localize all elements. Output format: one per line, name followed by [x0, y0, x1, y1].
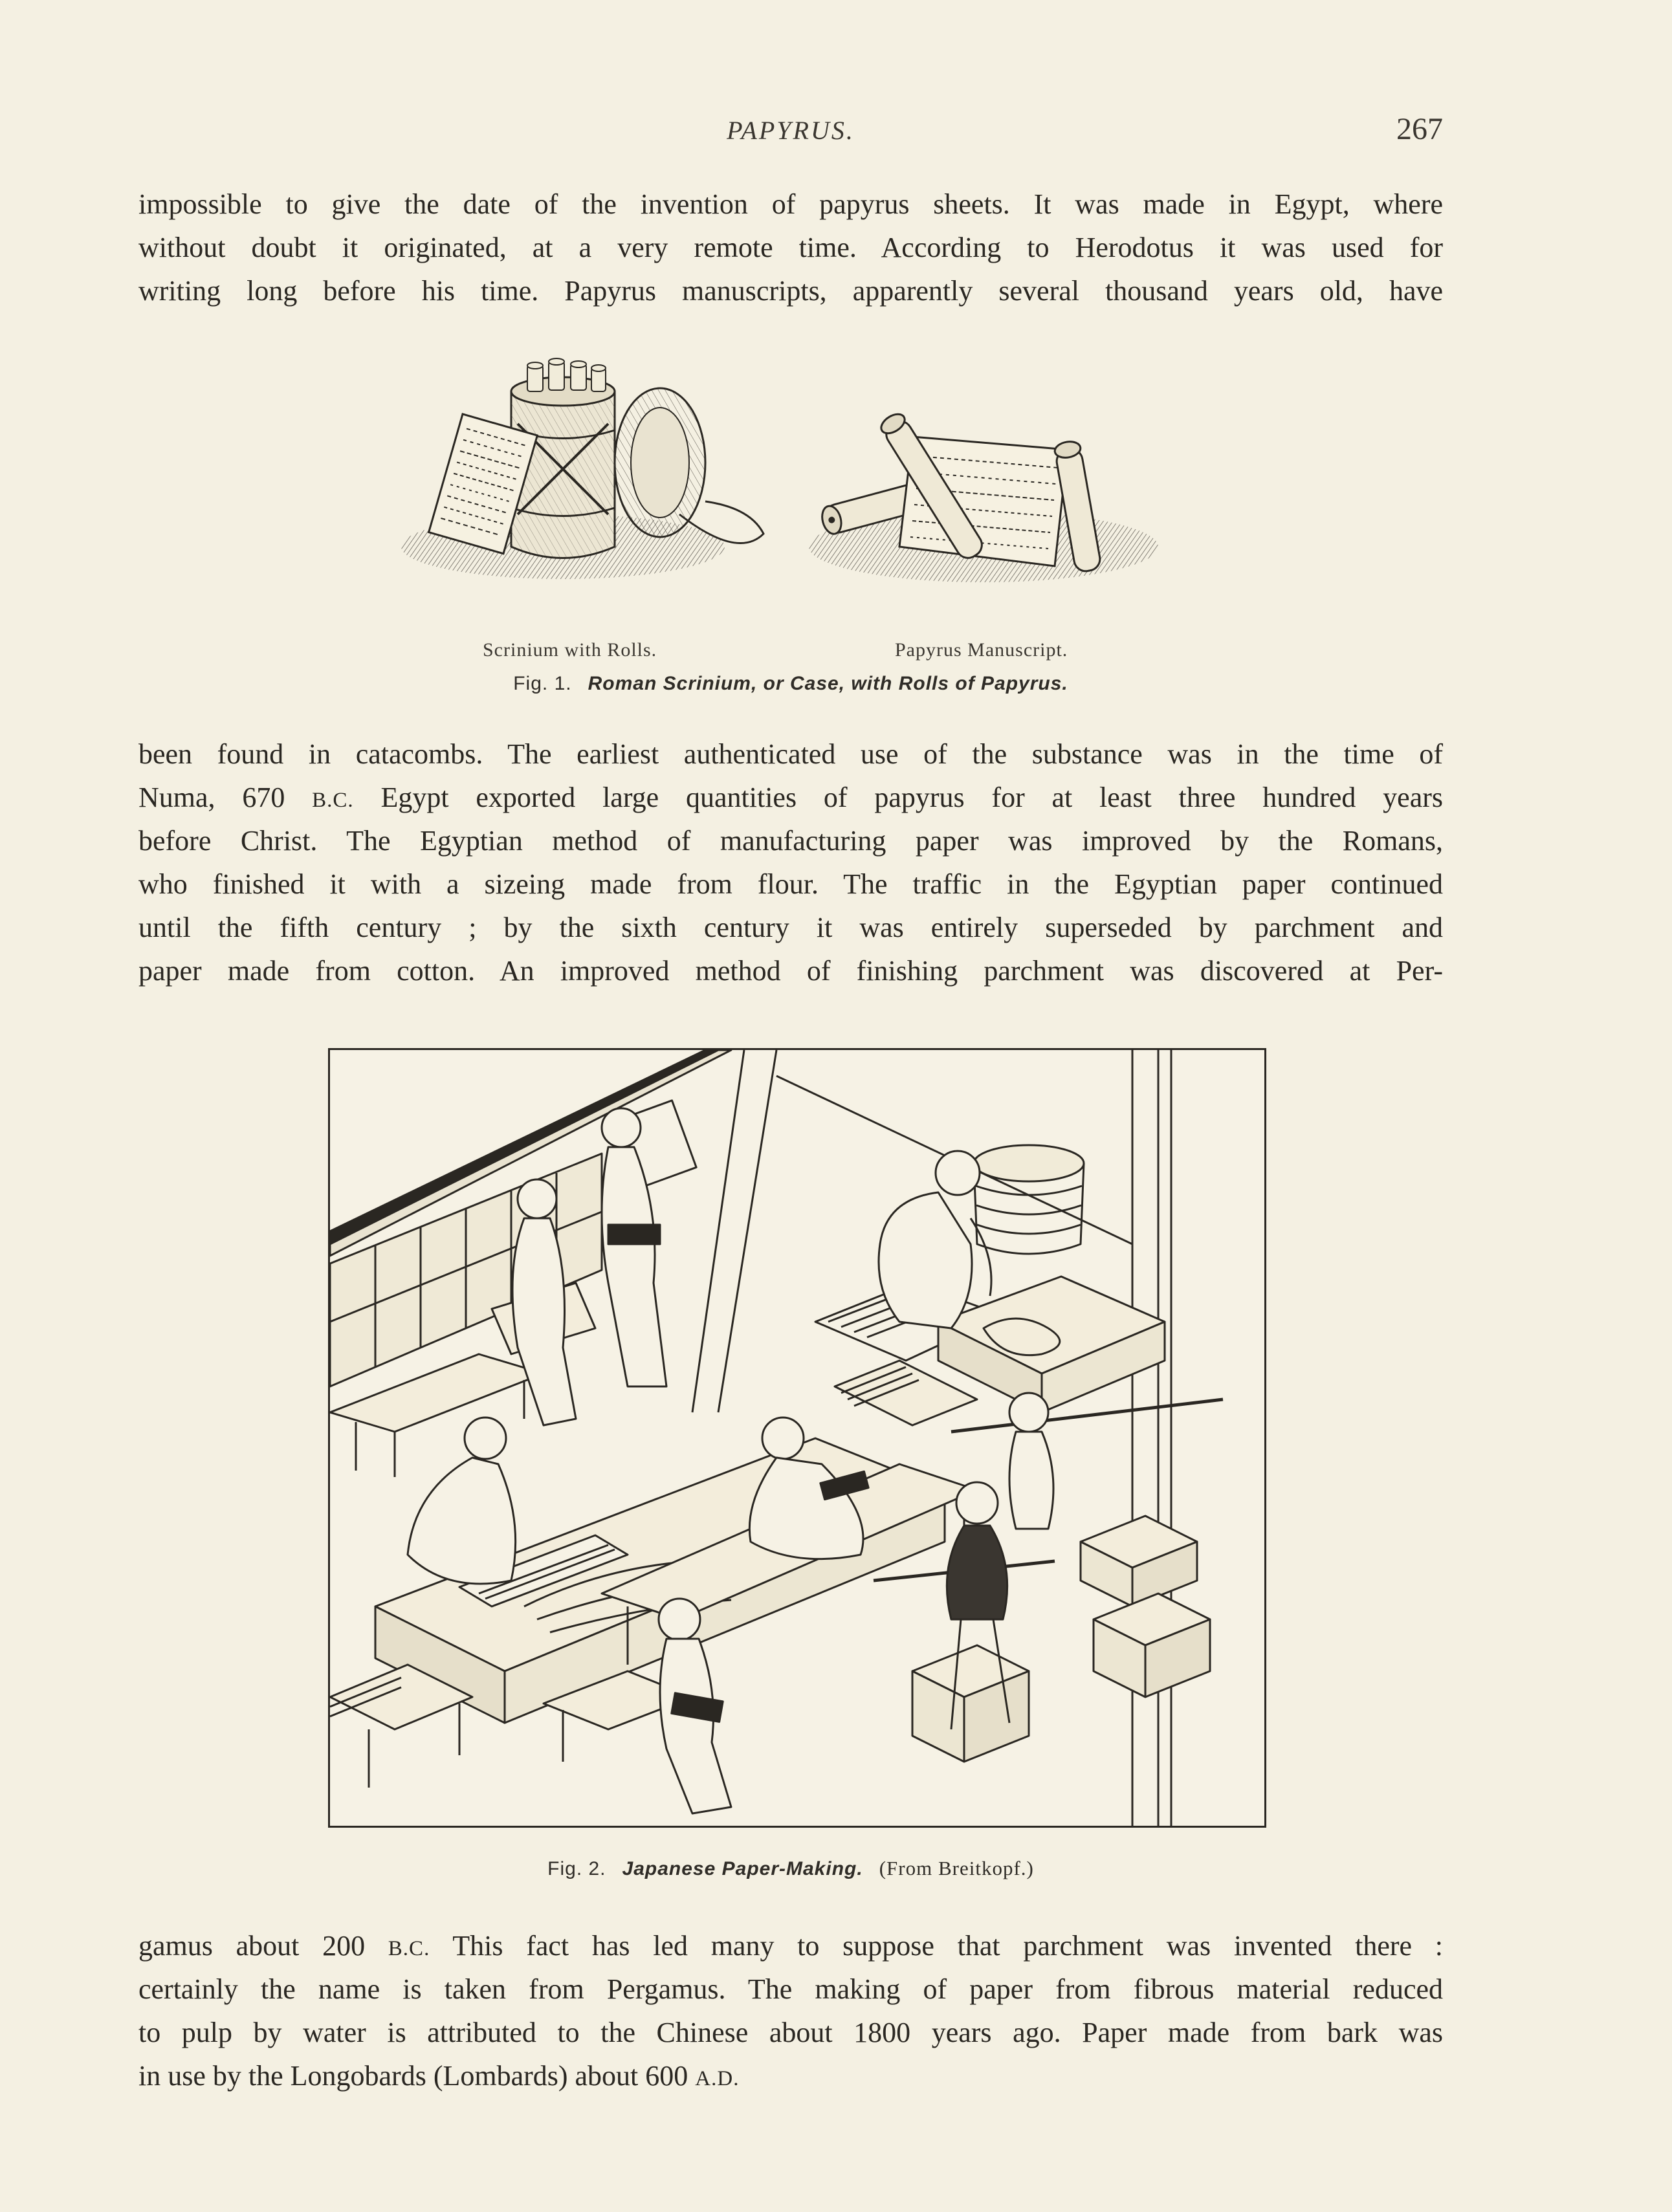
- figure-1-left-label: Scrinium with Rolls.: [483, 639, 657, 661]
- page-header: [138, 112, 1443, 154]
- paragraph-2-line-1: been found in catacombs. The earliest authenticated use of the substance was in the time of: [138, 738, 1443, 770]
- figure-1-illustration: [401, 353, 1178, 586]
- paragraph-3-line-2: certainly the name is taken from Pergamus. The making of paper from fibrous material reduced: [138, 1973, 1443, 2005]
- figure-1-right-label: Papyrus Manuscript.: [895, 639, 1068, 661]
- figure-2-number: Fig. 2.: [547, 1858, 606, 1879]
- paragraph-1-line-2: without doubt it originated, at a very remote time. According to Herodotus it was used for: [138, 232, 1443, 263]
- figure-2-title: Japanese Paper-Making.: [622, 1858, 863, 1879]
- small-caps-bc: B.C.: [388, 1937, 430, 1960]
- figure-2-illustration: [328, 1048, 1266, 1828]
- paragraph-3-line-3: to pulp by water is attributed to the Chinese about 1800 years ago. Paper made from bark was: [138, 2017, 1443, 2048]
- paragraph-2-line-2: Numa, 670 B.C. Egypt exported large quantities of papyrus for at least three hundred years: [138, 782, 1444, 813]
- figure-2-source: (From Breitkopf.): [879, 1857, 1034, 1879]
- small-caps-bc: B.C.: [312, 789, 354, 812]
- figure-2-caption: [138, 1857, 1443, 1880]
- paragraph-1-line-1: impossible to give the date of the invention of papyrus sheets. It was made in Egypt, where: [138, 188, 1443, 220]
- figure-1-number: Fig. 1.: [513, 673, 572, 694]
- small-caps-ad: A.D.: [695, 2067, 740, 2090]
- scrinium-and-manuscript-engraving: [401, 353, 1178, 586]
- figure-1-title: Roman Scrinium, or Case, with Rolls of Papyrus.: [588, 673, 1068, 694]
- figure-1-caption: [138, 673, 1443, 695]
- paragraph-3-line-1: gamus about 200 B.C. This fact has led many to suppose that parchment was invented there :: [138, 1930, 1443, 1962]
- paragraph-2-line-3: before Christ. The Egyptian method of manufacturing paper was improved by the Romans,: [138, 825, 1443, 857]
- paragraph-2-line-5: until the fifth century ; by the sixth century it was entirely superseded by parchment and: [138, 912, 1443, 943]
- page-number: 267: [1396, 112, 1443, 146]
- paragraph-1-line-3: writing long before his time. Papyrus manuscripts, apparently several thousand years old, have: [138, 275, 1443, 307]
- paragraph-2-line-6: paper made from cotton. An improved method of finishing parchment was discovered at Per-: [138, 955, 1443, 987]
- japanese-paper-making-drawing: [330, 1050, 1264, 1826]
- paragraph-2-line-4: who finished it with a sizeing made from flour. The traffic in the Egyptian paper continued: [138, 868, 1443, 900]
- paragraph-3-line-4: in use by the Longobards (Lombards) about 600 A.D.: [138, 2060, 740, 2092]
- running-title: PAPYRUS.: [727, 116, 855, 145]
